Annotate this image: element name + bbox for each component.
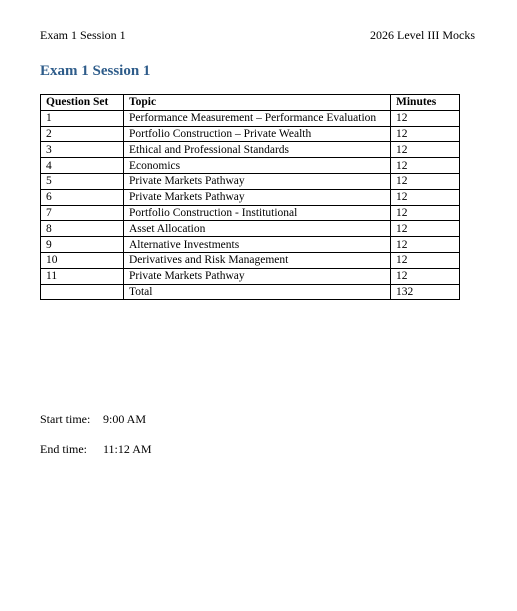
table-row [41,205,460,221]
question-set-cell: 5 [41,173,124,189]
topic-cell: Performance Measurement – Performance Evaluation [124,110,391,126]
question-set-cell: 4 [41,158,124,174]
question-set-cell: 7 [41,205,124,221]
minutes-cell: 12 [391,268,460,284]
table-row [41,237,460,253]
column-header-minutes: Minutes [391,95,460,111]
table-row [41,252,460,268]
topic-cell: Portfolio Construction – Private Wealth [124,126,391,142]
total-empty-cell [41,284,124,300]
table-row [41,221,460,237]
minutes-cell: 12 [391,205,460,221]
table-row [41,173,460,189]
schedule-table [40,94,460,300]
total-minutes: 132 [391,284,460,300]
start-time-value: 9:00 AM [103,412,147,426]
minutes-cell: 12 [391,237,460,253]
question-set-cell: 6 [41,189,124,205]
topic-cell: Private Markets Pathway [124,189,391,205]
header-mock-title: 2026 Level III Mocks [370,28,475,42]
minutes-cell: 12 [391,142,460,158]
minutes-cell: 12 [391,158,460,174]
table-row [41,268,460,284]
end-time-label: End time: [40,442,87,456]
minutes-cell: 12 [391,252,460,268]
start-time-row [40,412,146,427]
table-row [41,110,460,126]
question-set-cell: 9 [41,237,124,253]
topic-cell: Asset Allocation [124,221,391,237]
topic-cell: Portfolio Construction - Institutional [124,205,391,221]
total-row [41,284,460,300]
question-set-cell: 8 [41,221,124,237]
table-row [41,158,460,174]
table-body [41,110,460,284]
topic-cell: Economics [124,158,391,174]
question-set-cell: 11 [41,268,124,284]
minutes-cell: 12 [391,110,460,126]
question-set-cell: 10 [41,252,124,268]
table-row [41,189,460,205]
start-time-label: Start time: [40,412,91,426]
total-label: Total [124,284,391,300]
table-row [41,126,460,142]
topic-cell: Ethical and Professional Standards [124,142,391,158]
question-set-cell: 3 [41,142,124,158]
table-header-row [41,95,460,111]
question-set-cell: 2 [41,126,124,142]
table-row [41,142,460,158]
topic-cell: Private Markets Pathway [124,268,391,284]
topic-cell: Alternative Investments [124,237,391,253]
page-title: Exam 1 Session 1 [40,63,151,79]
header-exam-session: Exam 1 Session 1 [40,28,126,42]
question-set-cell: 1 [41,110,124,126]
column-header-question-set: Question Set [41,95,124,111]
minutes-cell: 12 [391,189,460,205]
end-time-value: 11:12 AM [103,442,152,456]
topic-cell: Derivatives and Risk Management [124,252,391,268]
topic-cell: Private Markets Pathway [124,173,391,189]
column-header-topic: Topic [124,95,391,111]
minutes-cell: 12 [391,173,460,189]
minutes-cell: 12 [391,126,460,142]
end-time-row [40,442,152,457]
minutes-cell: 12 [391,221,460,237]
